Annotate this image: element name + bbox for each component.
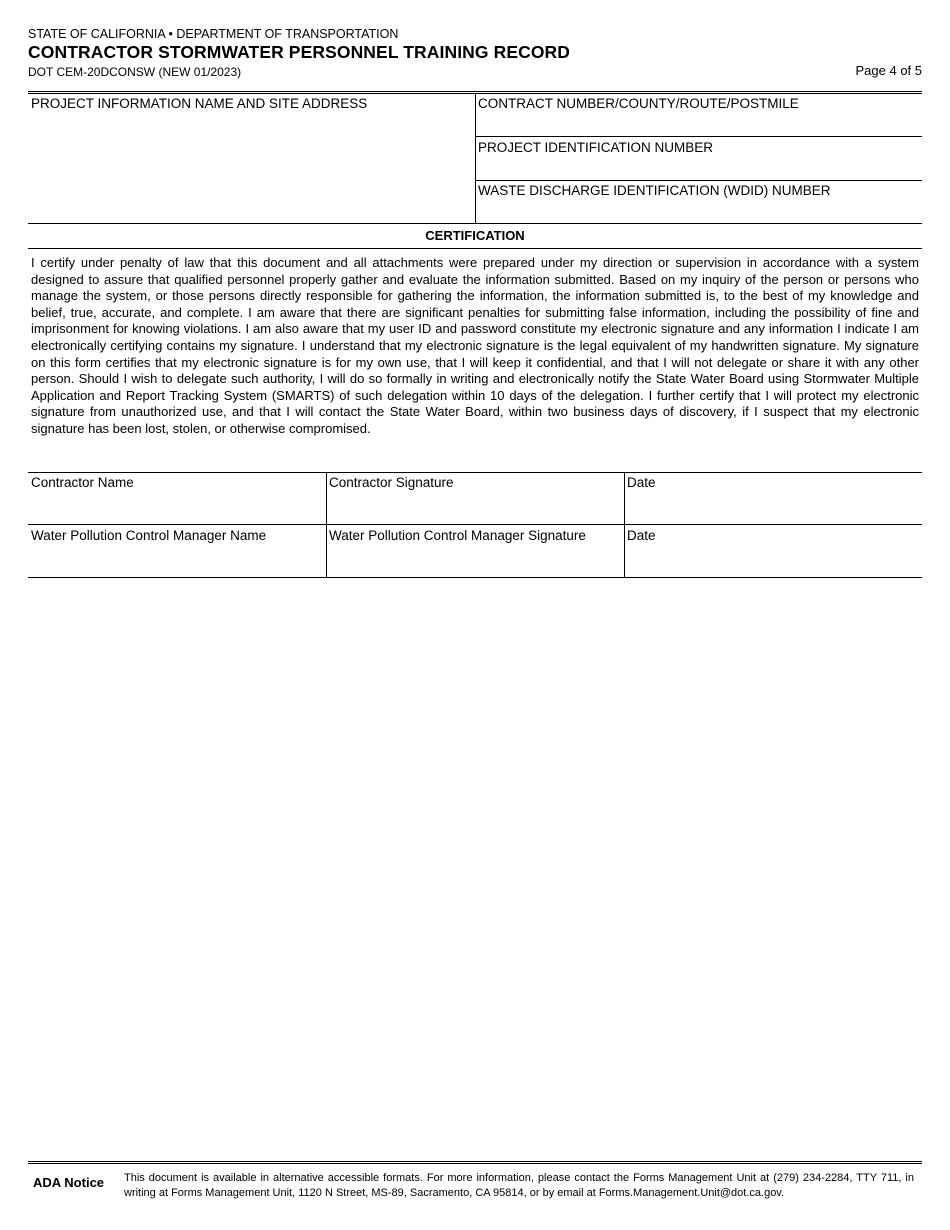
ada-notice-label: ADA Notice [33, 1175, 105, 1190]
ada-notice-text: This document is available in alternative accessible formats. For more information, please contact the Forms Management Unit at (279) 234-2284, TTY 711, in writing at Forms Management Unit, 1120 N Street, MS-89, Sacramento, CA 95814, or by email at Forms.Management.Unit@dot.ca.gov. [124, 1172, 914, 1199]
contractor-date-field[interactable]: Date [627, 475, 656, 490]
signature-table-divider-2 [624, 472, 625, 578]
signature-table-divider-1 [326, 472, 327, 578]
signature-row-divider [28, 524, 922, 525]
signature-table-bottom-rule [28, 577, 922, 578]
contractor-name-field[interactable]: Contractor Name [31, 475, 134, 490]
certification-heading-rule [28, 248, 922, 249]
signature-table-top-rule [28, 472, 922, 473]
wpcm-date-field[interactable]: Date [627, 528, 656, 543]
project-name-address-field[interactable]: PROJECT INFORMATION NAME AND SITE ADDRESS [31, 96, 368, 111]
certification-heading: CERTIFICATION [425, 228, 525, 243]
page-number: Page 4 of 5 [855, 63, 922, 78]
contract-field-divider [476, 136, 922, 137]
wpcm-signature-field[interactable]: Water Pollution Control Manager Signature [329, 528, 586, 543]
project-section-divider [475, 94, 476, 223]
contract-number-field[interactable]: CONTRACT NUMBER/COUNTY/ROUTE/POSTMILE [478, 96, 799, 111]
form-number: DOT CEM-20DCONSW (NEW 01/2023) [28, 65, 242, 79]
contractor-signature-field[interactable]: Contractor Signature [329, 475, 454, 490]
project-section-bottom-rule [28, 223, 922, 224]
agency-line: STATE OF CALIFORNIA • DEPARTMENT OF TRANSPORTATION [28, 27, 399, 41]
wdid-number-field[interactable]: WASTE DISCHARGE IDENTIFICATION (WDID) NUMBER [478, 183, 831, 198]
form-title: CONTRACTOR STORMWATER PERSONNEL TRAINING RECORD [28, 42, 571, 62]
project-id-field[interactable]: PROJECT IDENTIFICATION NUMBER [478, 140, 714, 155]
certification-statement: I certify under penalty of law that this document and all attachments were prepared under my direction or supervision in accordance with a system designed to assure that qualified personnel properly gather and evaluate the information submitted. Based on my inquiry of the person or persons who manage the system, or those persons directly responsible for gathering the information, the information submitted is, to the best of my knowledge and belief, true, accurate, and complete. I am aware that there are significant penalties for submitting false information, including the possibility of fine and imprisonment for knowing violations. I am also aware that my user ID and password constitute my electronic signature and any information I indicate I am electronically certifying contains my signature. I understand that my electronic signature is the legal equivalent of my handwritten signature. My signature on this form certifies that my electronic signature is for my own use, that I will keep it confidential, and that I will not delegate or share it with any other person. Should I wish to delegate such authority, I will do so formally in writing and electronically notify the State Water Board using Stormwater Multiple Application and Report Tracking System (SMARTS) of such delegation within 10 days of the delegation. I further certify that I will protect my electronic signature from unauthorized use, and that I will contact the State Water Board, within two business days of discovery, if I suspect that my electronic signature has been lost, stolen, or otherwise compromised. [31, 255, 919, 436]
footer-double-rule [28, 1161, 922, 1164]
form-header [28, 27, 922, 79]
wpcm-name-field[interactable]: Water Pollution Control Manager Name [31, 528, 267, 543]
project-id-field-divider [476, 180, 922, 181]
